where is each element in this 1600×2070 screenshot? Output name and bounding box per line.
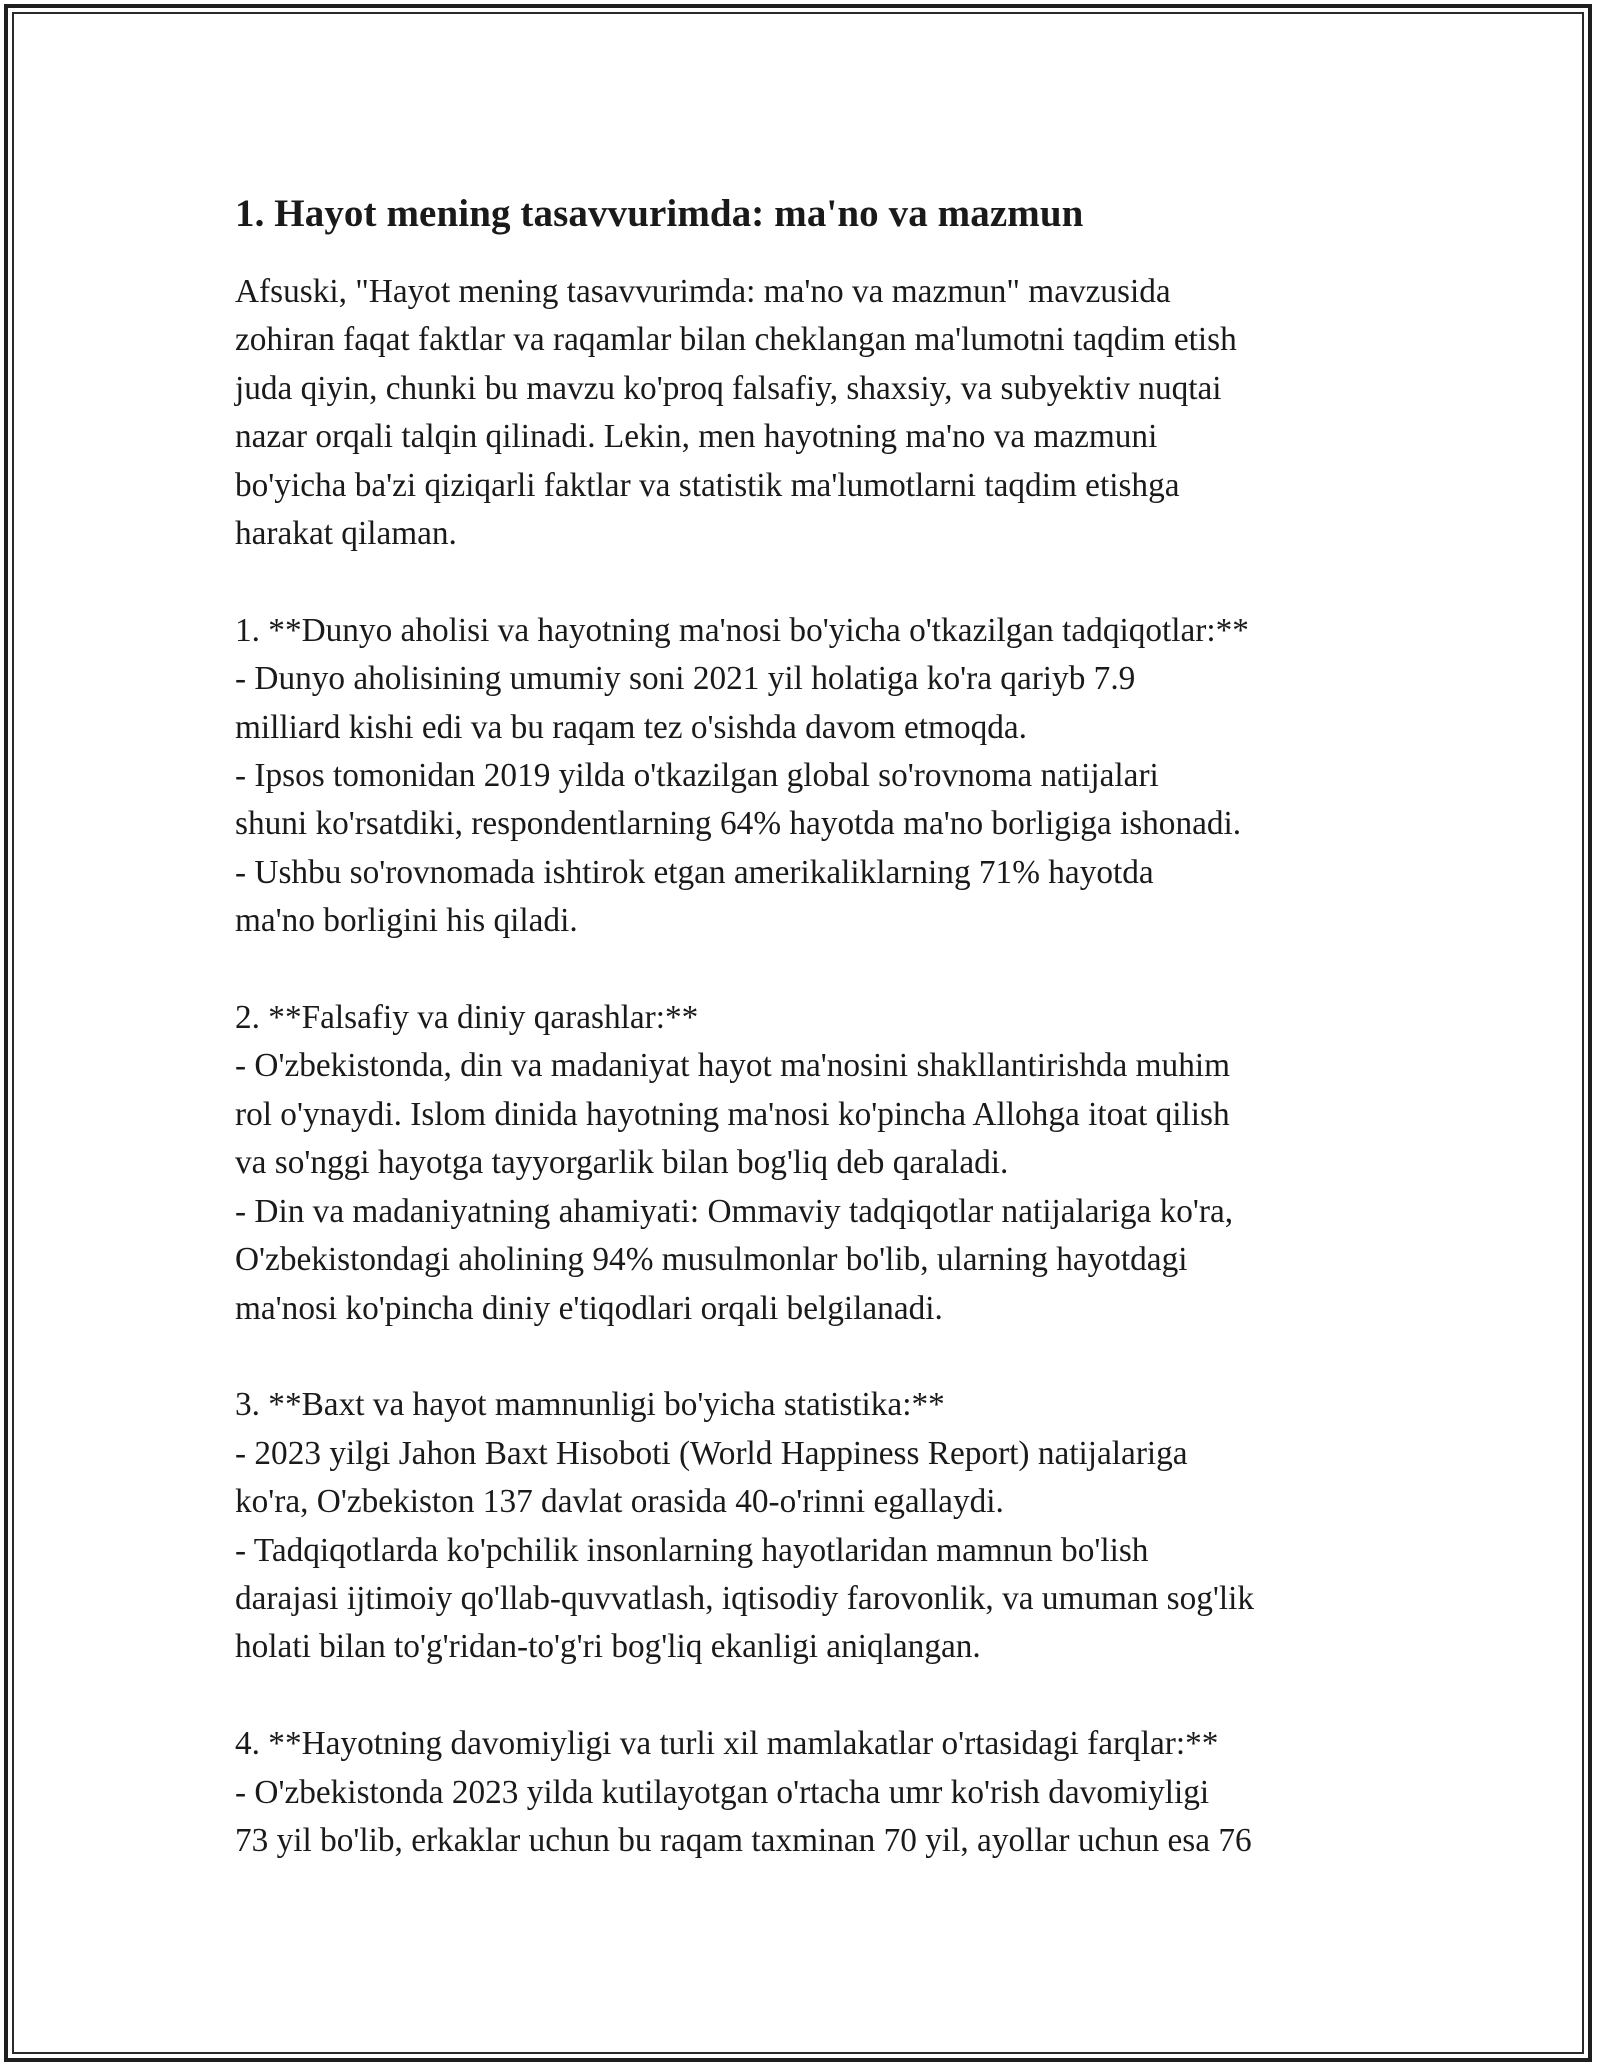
bullet-item: - Dunyo aholisining umumiy soni 2021 yil holatiga ko'ra qariyb 7.9 milliard kishi edi va bu raqam tez o'sishda davom etmoqda.	[235, 660, 1136, 746]
section-heading: 4. **Hayotning davomiyligi va turli xil mamlakatlar o'rtasidagi farqlar:**	[235, 1725, 1219, 1763]
section-heading: 2. **Falsafiy va diniy qarashlar:**	[235, 999, 699, 1037]
bullet-item: - O'zbekistonda 2023 yilda kutilayotgan o'rtacha umr ko'rish davomiyligi 73 yil bo'lib, erkaklar uchun bu raqam taxminan 70 yil, ayollar uchun esa 76	[235, 1773, 1252, 1859]
bullet-item: - Ushbu so'rovnomada ishtirok etgan amerikaliklarning 71% hayotda ma'no borligini his qiladi.	[235, 853, 1154, 940]
bullet-item: - Tadqiqotlarda ko'pchilik insonlarning hayotlaridan mamnun bo'lish darajasi ijtimoiy qo'llab-quvvatlash, iqtisodiy farovonlik, va umuman sog'lik holati bilan to'g'ridan-to'g'ri bog'liq ekanligi aniqlangan.	[235, 1531, 1255, 1666]
spacer	[235, 558, 1395, 606]
bullet-item: - O'zbekistonda, din va madaniyat hayot ma'nosini shakllantirishda muhim rol o'ynaydi. Islom dinida hayotning ma'nosi ko'pincha Allohga itoat qilish va so'nggi hayotga tayyorgarlik bilan bog'liq deb qaraladi.	[235, 1047, 1230, 1182]
section-heading: 3. **Baxt va hayot mamnunligi bo'yicha statistika:**	[235, 1386, 945, 1424]
document-body	[235, 188, 1395, 1865]
bullet-item: - Din va madaniyatning ahamiyati: Ommaviy tadqiqotlar natijalariga ko'ra, O'zbekistondagi aholining 94% musulmonlar bo'lib, ularning hayotdagi ma'nosi ko'pincha diniy e'tiqodlari orqali belgilanadi.	[235, 1192, 1234, 1327]
intro-paragraph: Afsuski, "Hayot mening tasavvurimda: ma'no va mazmun" mavzusida zohiran faqat faktlar va raqamlar bilan cheklangan ma'lumotni taqdim etish juda qiyin, chunki bu mavzu ko'proq falsafiy, shaxsiy, va subyektiv nuqtai nazar orqali talqin qilinadi. Lekin, men hayotning ma'no va mazmuni bo'yicha ba'zi qiziqarli faktlar va statistik ma'lumotlarni taqdim etishga harakat qilaman.	[235, 273, 1237, 553]
spacer	[235, 946, 1395, 994]
document-title: 1. Hayot mening tasavvurimda: ma'no va mazmun	[235, 192, 1084, 235]
spacer	[235, 1333, 1395, 1381]
section-2	[235, 994, 1395, 1333]
bullet-item: - Ipsos tomonidan 2019 yilda o'tkazilgan global so'rovnoma natijalari shuni ko'rsatdiki, respondentlarning 64% hayotda ma'no borligiga ishonadi.	[235, 757, 1242, 843]
section-3	[235, 1381, 1395, 1671]
spacer	[235, 1672, 1395, 1720]
section-4	[235, 1720, 1395, 1865]
section-1	[235, 607, 1395, 946]
bullet-item: - 2023 yilgi Jahon Baxt Hisoboti (World Happiness Report) natijalariga ko'ra, O'zbekiston 137 davlat orasida 40-o'rinni egallaydi.	[235, 1434, 1188, 1521]
section-heading: 1. **Dunyo aholisi va hayotning ma'nosi bo'yicha o'tkazilgan tadqiqotlar:**	[235, 611, 1249, 649]
